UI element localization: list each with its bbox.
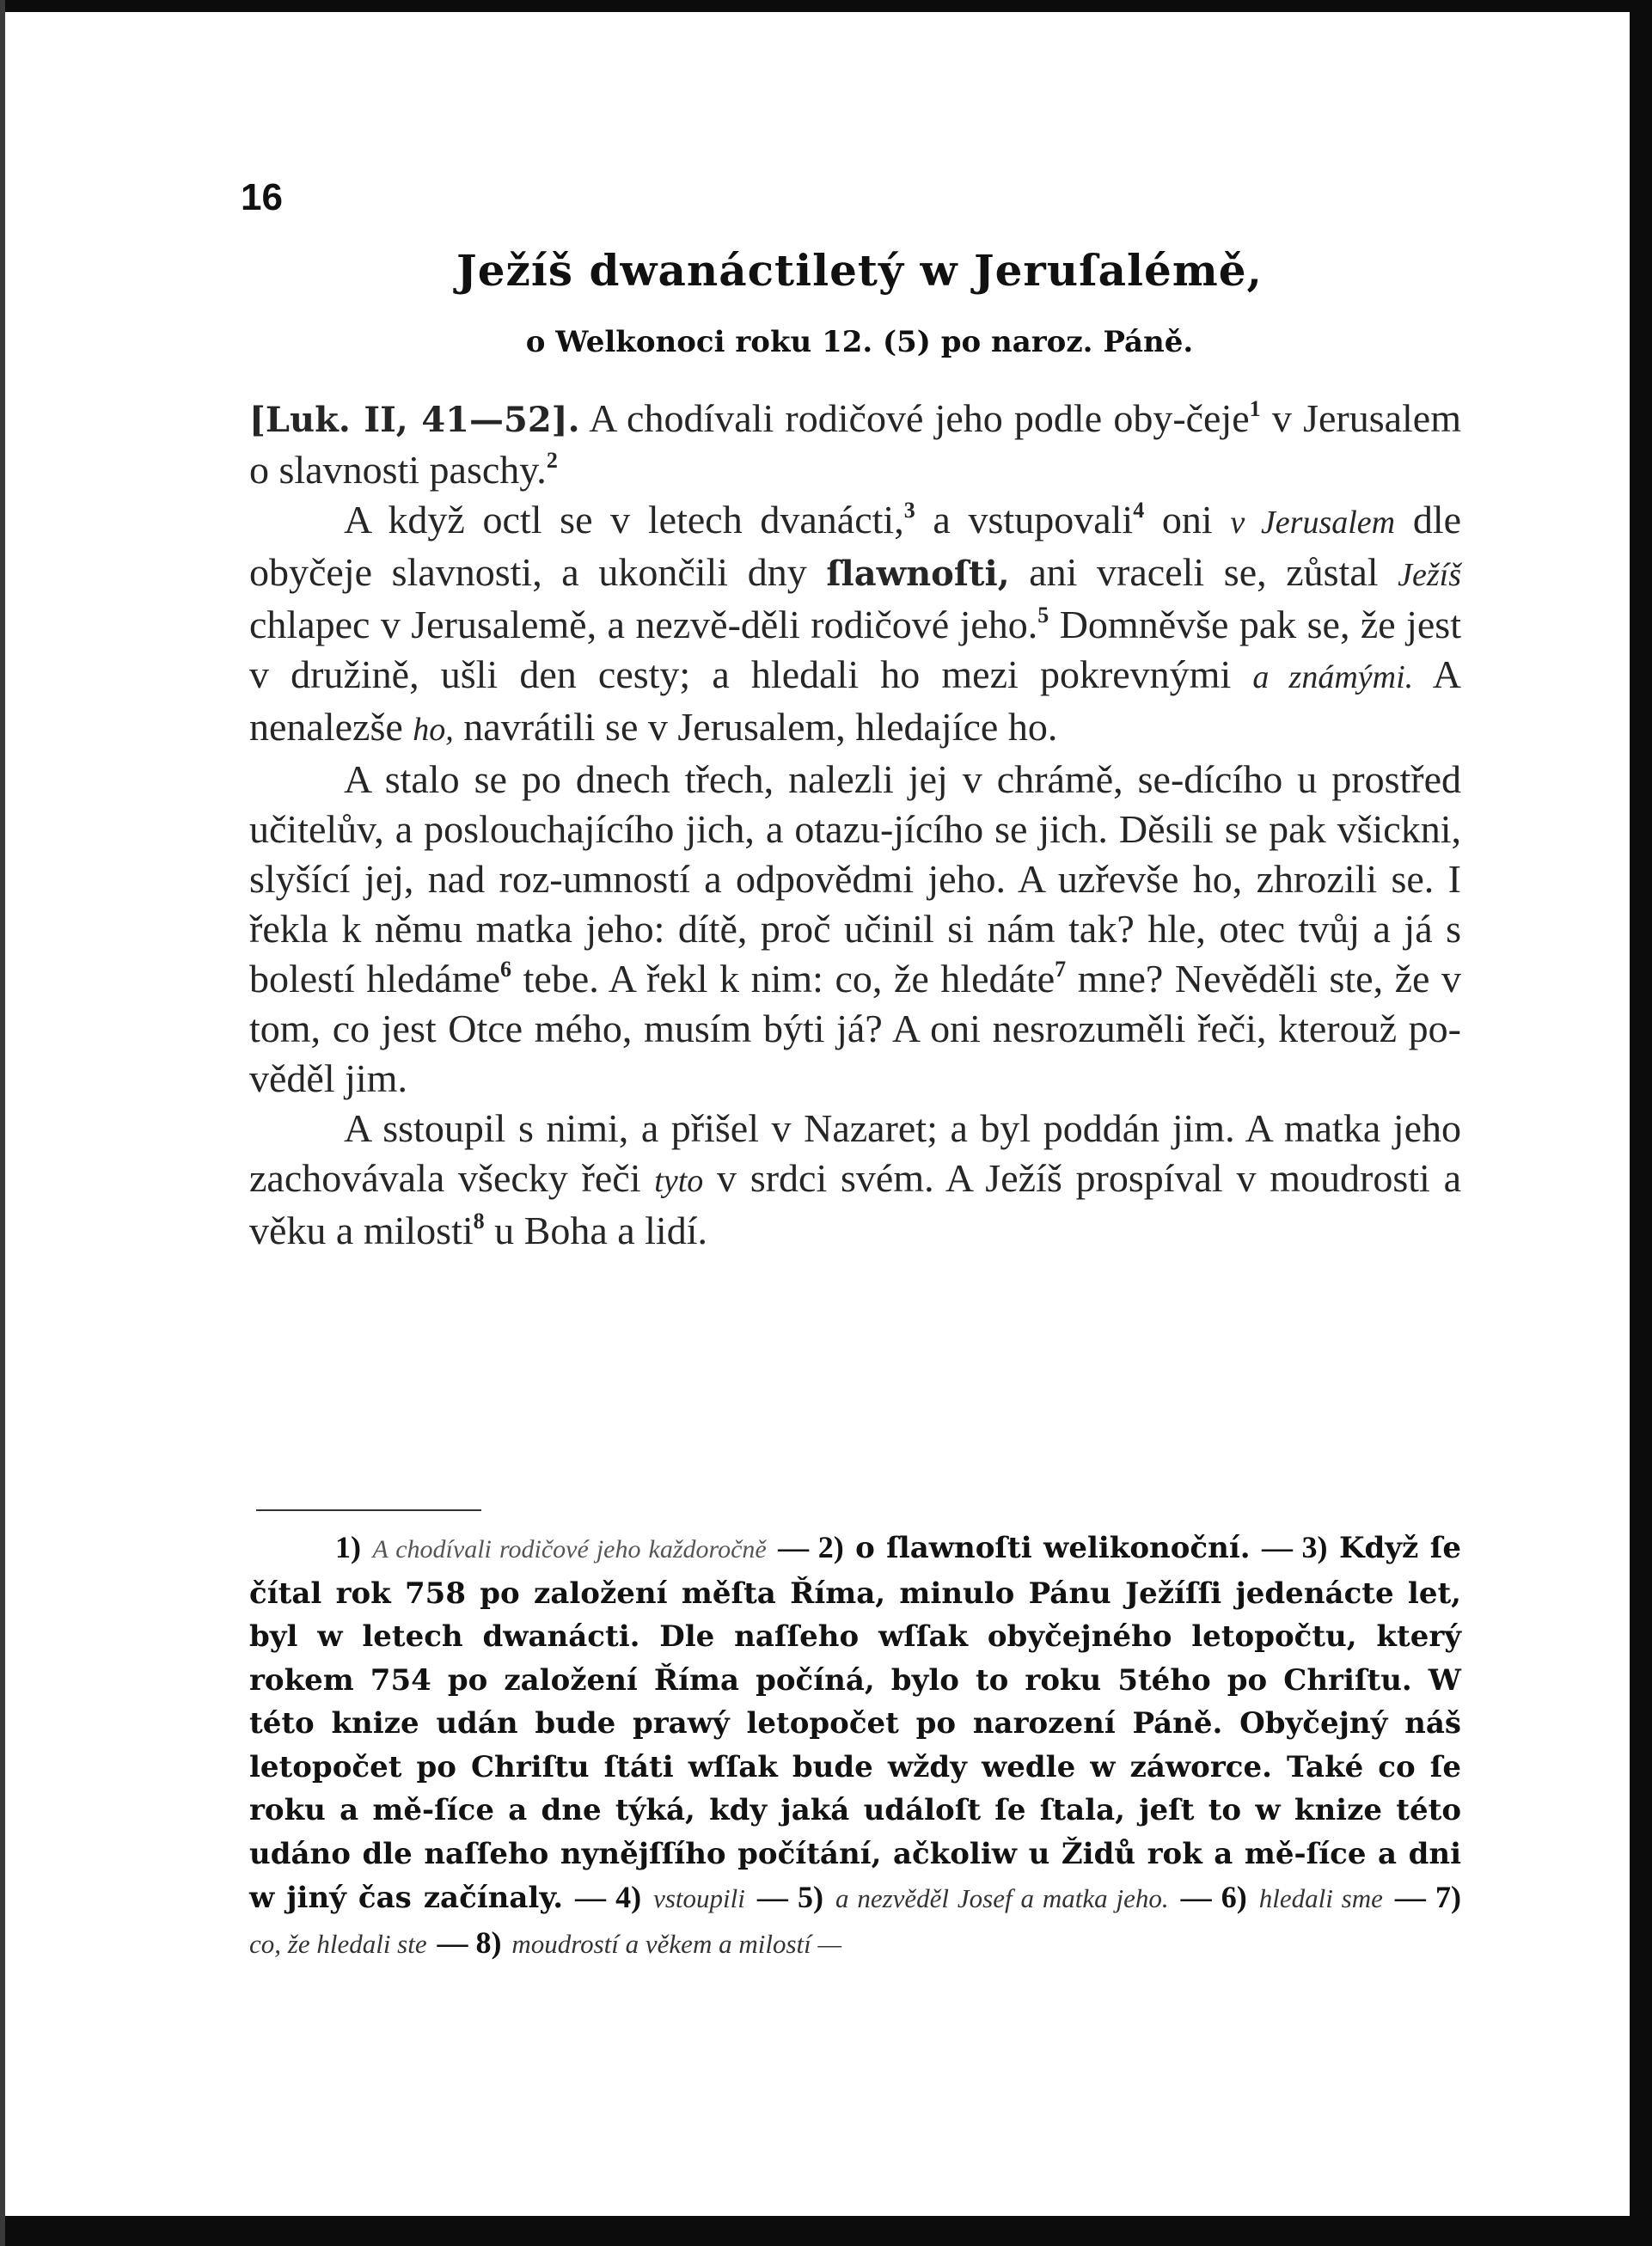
chapter-title: Ježíš dwanáctiletý w Jeruſalémě, [456, 245, 1263, 296]
text-span: dle obyčeje slavnosti, a ukončili dny [249, 498, 1462, 594]
fraktur-span: ſlawnoſti, [826, 554, 1010, 594]
footnote-marker: 8 [473, 1209, 485, 1233]
footnote-separator [256, 1509, 481, 1511]
footnote-text: Když ſe čítal rok 758 po založení měſta Říma, minulo Pánu Ježíſſi jedenácte let, byl w letech dwanácti. Dle naſſeho wſſak obyčejného letopočtu, který rokem 754 po založení Říma počíná, bylo to roku 5tého po Chriſtu. W této knize udán bude prawý letopočet po narození Páně. Obyčejný náš letopočet po Chriſtu ſtáti wſſak bude wždy wedle w záworce. Také co ſe roku a mě-ſíce a dne týká, kdy jaká událoſt ſe ſtala, jeſt to w knize této udáno dle naſſeho nynějſſího počítání, ačkoliw u Židů rok a mě-ſíce a dni w jiný čas začínaly. [249, 1531, 1461, 1915]
text-span: A stalo se po dnech třech, nalezli jej v chrámě, se-dícího u prostřed učitelův, a poslouchajícího jich, a otazu-jícího se jich. Děsili se pak všickni, slyšící jej, nad roz-umností a odpovědmi jeho. A uzřevše ho, zhrozili se. I řekla k němu matka jeho: dítě, proč učinil si nám tak? hle, otec tvůj a já s bolestí hledáme [249, 757, 1461, 1001]
italic-span: Ježíš [1398, 557, 1461, 593]
footnote-text: o ſlawnoſti welikonoční. [855, 1531, 1251, 1565]
footnote-1 [249, 1531, 778, 1565]
text-span: navrátili se v Jerusalem, hledajíce ho. [463, 705, 1058, 749]
paragraph-4 [249, 1104, 1461, 1256]
footnote-number: — 4) [575, 1880, 642, 1914]
footnote-number: 1) [335, 1530, 361, 1564]
footnote-text: vstoupili [653, 1883, 745, 1913]
footnote-marker: 5 [1037, 603, 1049, 627]
paragraph-1 [249, 394, 1461, 495]
footnote-8 [437, 1926, 841, 1961]
text-span: a vstupovali [933, 498, 1134, 542]
text-span: v Jerusalem o slavnosti paschy. [249, 396, 1461, 492]
text-span: u Boha a lidí. [494, 1209, 707, 1252]
paragraph-2 [249, 495, 1461, 755]
footnote-number: — 7) [1394, 1880, 1461, 1914]
text-span: tebe. A řekl k nim: co, že hledáte [523, 957, 1055, 1001]
footnote-marker: 3 [903, 498, 915, 523]
footnote-text: co, že hledali ste [249, 1928, 427, 1959]
footnote-number: — 3) [1262, 1530, 1328, 1564]
footnote-number: — 8) [437, 1925, 502, 1960]
scan-border-right [1630, 0, 1652, 2246]
footnote-marker: 7 [1055, 957, 1067, 982]
text-span: v srdci svém. A Ježíš prospíval v moudrosti a věku a milosti [249, 1156, 1461, 1252]
footnote-text: hledali sme [1258, 1883, 1383, 1913]
italic-span: tyto [654, 1163, 704, 1199]
text-span: mne? Nevěděli ste, že v tom, co jest Otce mého, musím býti já? A oni nesrozuměli řeči, kterouž po-věděl jim. [249, 957, 1462, 1100]
scan-border-left [0, 0, 5, 2246]
text-span: chlapec v Jerusalemě, a nezvě-děli rodičové jeho. [249, 603, 1038, 646]
footnote-3 [249, 1531, 1461, 1915]
italic-span: ho, [413, 712, 454, 748]
text-span: A chodívali rodičové jeho podle oby-čeje [589, 396, 1250, 440]
scan-border-bottom [0, 2216, 1652, 2246]
footnote-6 [1181, 1881, 1395, 1915]
footnote-text: A chodívali rodičové jeho každoročně [372, 1535, 767, 1564]
italic-span: a známými. [1252, 659, 1414, 695]
scan-border-top [0, 0, 1652, 12]
text-span: ani vraceli se, zůstal [1029, 550, 1379, 594]
text-span: A sstoupil s nimi, a přišel v Nazaret; a byl poddán jim. A matka jeho zachovávala všecky řeči [249, 1106, 1461, 1200]
footnote-marker: 6 [500, 957, 512, 982]
footnote-5 [757, 1881, 1181, 1915]
footnote-4 [575, 1881, 757, 1915]
footnote-number: — 6) [1180, 1880, 1247, 1914]
footnote-number: — 2) [778, 1530, 844, 1564]
text-span: A když octl se v letech dvanácti, [344, 498, 904, 542]
footnote-text: moudrostí a věkem a milostí — [511, 1928, 842, 1959]
footnote-marker: 4 [1133, 498, 1145, 523]
chapter-subtitle: o Welkonoci roku 12. (5) po naroz. Páně. [525, 325, 1194, 359]
footnote-marker: 2 [546, 448, 558, 473]
text-span: Domněvše pak se, že jest v družině, ušli den cesty; a hledali ho mezi pokrevnými [249, 603, 1461, 696]
text-span: oni [1161, 498, 1213, 542]
text-span: A nenalezše [249, 652, 1462, 749]
italic-span: v Jerusalem [1230, 505, 1396, 541]
footnote-number: — 5) [756, 1880, 823, 1914]
scripture-reference: [Luk. II, 41—52]. [249, 400, 580, 440]
footnote-text: a nezvěděl Josef a matka jeho. [835, 1883, 1169, 1913]
footnote-marker: 1 [1249, 396, 1261, 421]
gospel-passage [249, 394, 1461, 1256]
footnote-2 [778, 1531, 1262, 1565]
page-number: 16 [241, 176, 283, 218]
footnotes [249, 1526, 1461, 1966]
paragraph-3 [249, 755, 1461, 1104]
